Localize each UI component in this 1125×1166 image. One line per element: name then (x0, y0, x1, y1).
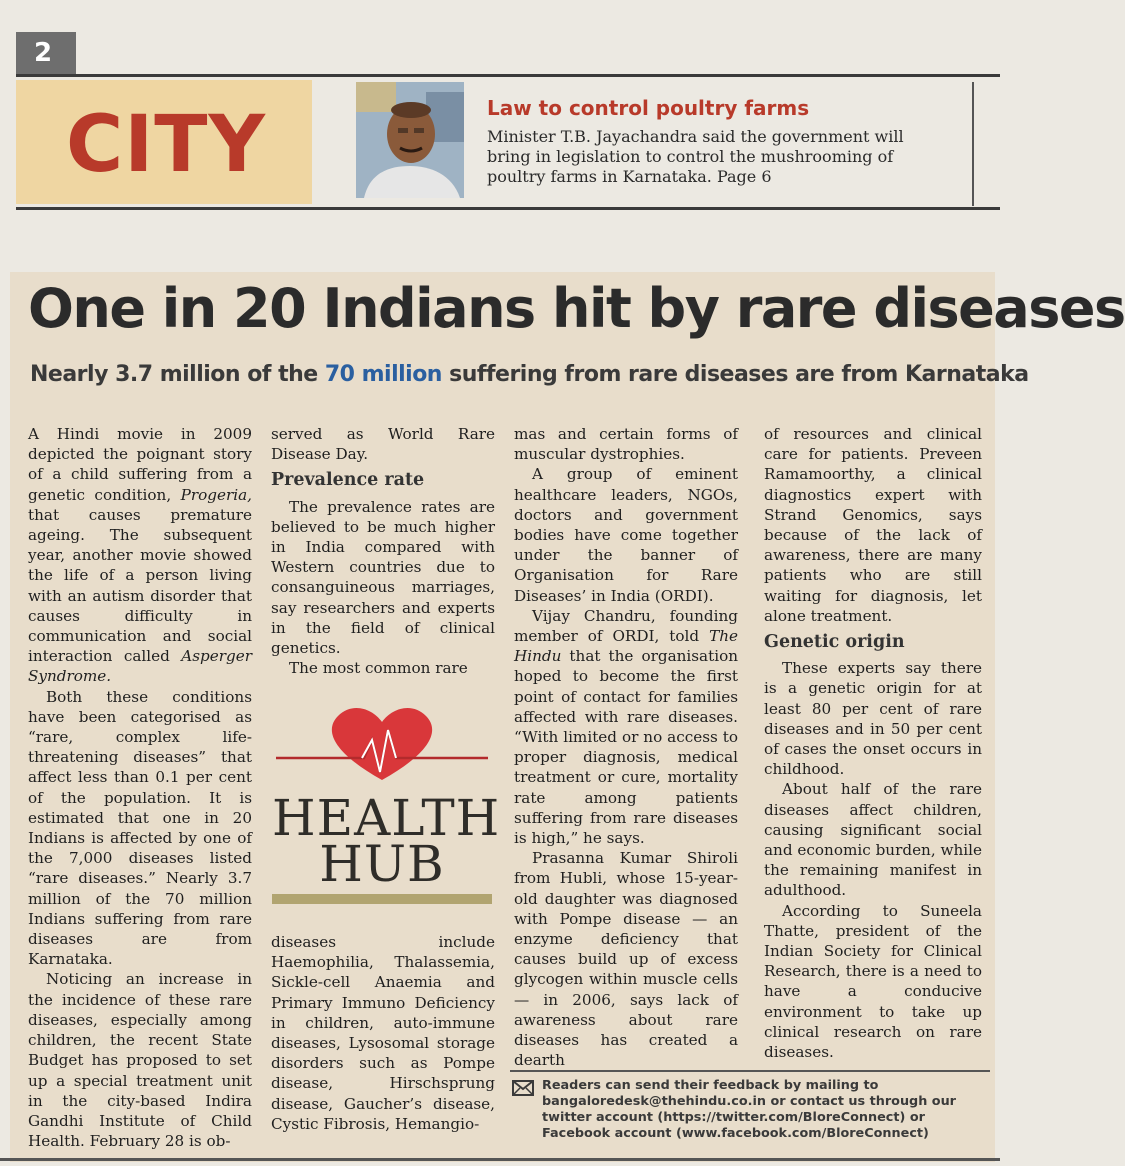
section-rule-top (16, 74, 1000, 77)
paragraph: The prevalence rates are believed to be much higher in India compared with Western countries due to consanguineous marriages, say researchers and experts in the field of clinical genetics. (271, 497, 495, 658)
envelope-icon (512, 1080, 534, 1096)
paragraph: A group of eminent healthcare leaders, NGOs, doctors and government bodies have come together under the banner of Organisation for Rare Diseases’ in India (ORDI). (514, 465, 738, 605)
article-column-2-continued (271, 932, 495, 1134)
article-subhead (30, 362, 1029, 387)
paragraph (28, 424, 252, 687)
paragraph: Prasanna Kumar Shiroli from Hubli, whose 15-year-old daughter was diagnosed with Pompe disease — an enzyme deficiency that causes build up of excess glycogen within muscle cells — in 2006, says lack of awareness about rare diseases has created a dearth (514, 849, 738, 1070)
feedback-box (510, 1070, 990, 1142)
health-hub-logo (272, 700, 501, 910)
article-column-1 (28, 424, 252, 1151)
italic-text: Asperger Syndrome. (28, 647, 252, 686)
paragraph: The most common rare (289, 659, 468, 678)
health-hub-word-health: HEALTH (272, 789, 501, 847)
subhead-part-2: suffering from rare diseases are from Karnataka (441, 362, 1029, 387)
paragraph: mas and certain forms of muscular dystrophies. (514, 425, 738, 464)
section-heading: Prevalence rate (271, 470, 425, 491)
section-rule-bottom (16, 207, 1000, 210)
article-column-2 (271, 424, 495, 678)
paragraph: According to Suneela Thatte, president of the Indian Society for Clinical Research, there is a need to have a conducive environment to take up clinical research on rare diseases. (764, 901, 982, 1062)
teaser-divider (972, 82, 974, 206)
text-run: that the organisation hoped to become the first point of contact for families affected with rare diseases. “With limited or no access to proper diagnosis, medical treatment or cure, mortality rate among patients suffering from rare diseases is high,” he says. (514, 647, 738, 848)
health-hub-bar (272, 894, 492, 904)
text-run: Vijay Chandru, founding member of ORDI, told (514, 606, 738, 646)
text-run: that causes premature ageing. The subsequent year, another movie showed the life of a person living with an autism disorder that causes difficulty in communication and social interaction called (28, 505, 252, 666)
heart-pulse-icon (272, 700, 492, 790)
text-run: A Hindi movie in 2009 depicted the poignant story of a child suffering from a genetic condition, (28, 425, 252, 504)
paragraph: These experts say there is a genetic origin for at least 80 per cent of rare diseases and in 50 per cent of cases the onset occurs in childhood. (764, 659, 982, 779)
article-column-3 (514, 424, 738, 1071)
paragraph (514, 606, 738, 848)
teaser-title[interactable]: Law to control poultry farms (487, 96, 810, 120)
section-banner (16, 80, 312, 204)
section-label: CITY (66, 100, 266, 190)
paragraph: of resources and clinical care for patients. Preveen Ramamoorthy, a clinical diagnostics expert with Strand Genomics, says because of the lack of awareness, there are many patients who are still waiting for diagnosis, let alone treatment. (764, 425, 982, 625)
paragraph: Both these conditions have been categorised as “rare, complex life-threatening diseases” that affect less than 0.1 per cent of the population. It is estimated that one in 20 Indians is affected by one of the 7,000 diseases listed “rare diseases.” Nearly 3.7 million of the 70 million Indians suffering from rare diseases are from Karnataka. (28, 687, 252, 969)
page-number: 2 (16, 32, 76, 74)
subhead-part-1: Nearly 3.7 million of the (30, 362, 325, 387)
health-hub-word-hub: HUB (319, 835, 445, 893)
subhead-highlight: 70 million (324, 362, 442, 387)
article-column-4 (764, 424, 982, 1062)
paragraph: Noticing an increase in the incidence of these rare diseases, especially among children, the recent State Budget has proposed to set up a special treatment unit in the city-based Indira Gandhi Institute of Child Health. February 28 is ob- (28, 970, 252, 1151)
paragraph: About half of the rare diseases affect children, causing significant social and economic burden, while the remaining manifest in adulthood. (764, 780, 982, 900)
article-headline: One in 20 Indians hit by rare diseases (28, 277, 1125, 340)
feedback-text[interactable]: Readers can send their feedback by mailing to bangaloredesk@thehindu.co.in or contact us through our twitter account (https://twitter.com/BloreConnect) or Facebook account (www.facebook.com/BloreConnect) (542, 1078, 956, 1141)
section-heading: Genetic origin (764, 632, 905, 653)
minister-photo (356, 82, 464, 198)
paragraph: served as World Rare Disease Day. (271, 425, 495, 464)
page-bottom-rule (0, 1158, 1000, 1161)
italic-text: The Hindu (514, 627, 738, 666)
italic-text: Progeria, (180, 485, 252, 504)
teaser-text: Minister T.B. Jayachandra said the government will bring in legislation to control the mushrooming of poultry farms in Karnataka. Page 6 (487, 127, 904, 186)
paragraph: diseases include Haemophilia, Thalassemia, Sickle-cell Anaemia and Primary Immuno Deficiency in children, auto-immune diseases, Lysosomal storage disorders such as Pompe disease, Hirschsprung disease, Gaucher’s disease, Cystic Fibrosis, Hemangio- (271, 933, 495, 1133)
